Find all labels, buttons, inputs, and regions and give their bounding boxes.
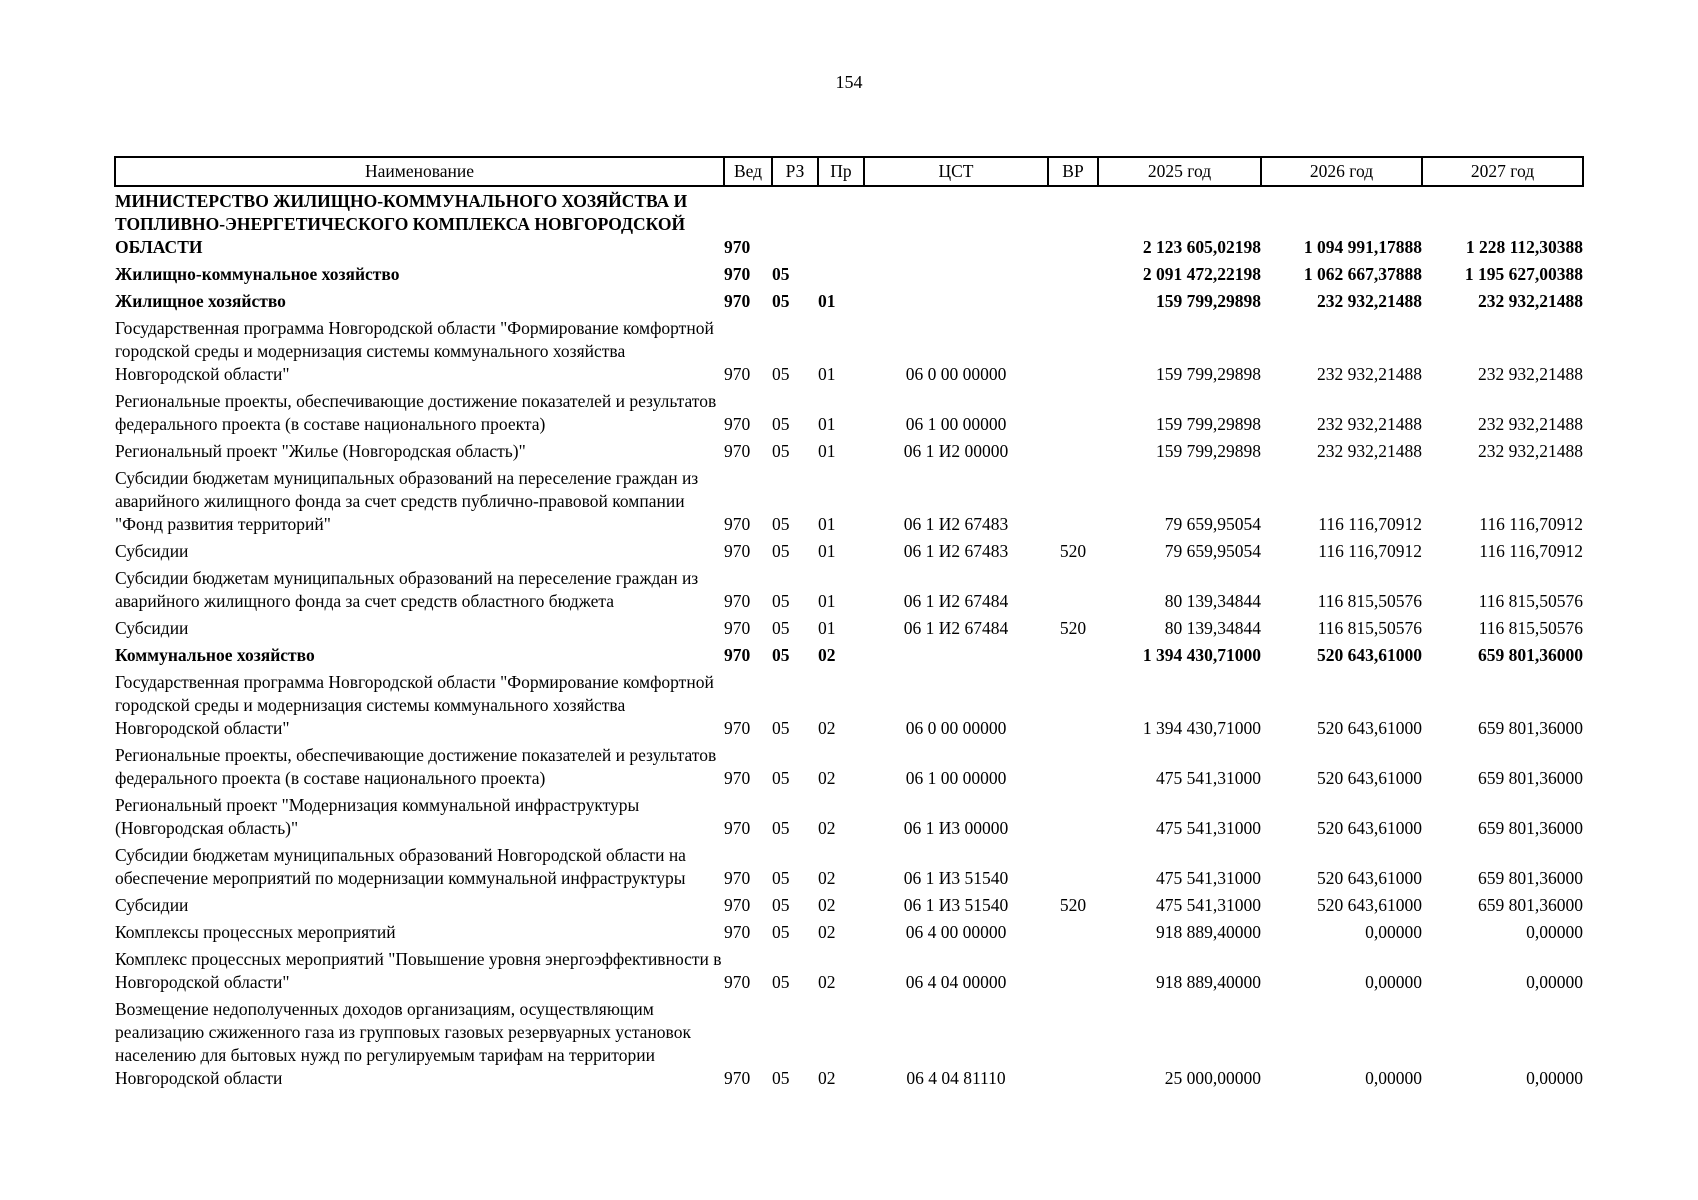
- cell-vr: [1048, 641, 1098, 668]
- cell-2027: 1 195 627,00388: [1464, 264, 1583, 284]
- header-2027: 2027 год: [1422, 157, 1583, 186]
- cell-vr: [1048, 791, 1098, 841]
- cell-cst: [864, 186, 1048, 260]
- cell-2027: 116 116,70912: [1479, 514, 1583, 534]
- cell-pr: 02: [818, 868, 836, 888]
- cell-pr: 02: [818, 768, 836, 788]
- cell-ved: 970: [724, 618, 751, 638]
- cell-2025: 25 000,00000: [1164, 1068, 1261, 1088]
- cell-2026: 116 116,70912: [1318, 514, 1422, 534]
- cell-vr: [1048, 186, 1098, 260]
- cell-2026: 520 643,61000: [1317, 645, 1422, 665]
- cell-pr: 01: [818, 291, 836, 311]
- cell-pr: 02: [818, 895, 836, 915]
- cell-2026: 0,00000: [1365, 972, 1422, 992]
- cell-vr: [1048, 564, 1098, 614]
- cell-2025: 159 799,29898: [1156, 291, 1261, 311]
- cell-2027: 659 801,36000: [1478, 768, 1583, 788]
- cell-vr: [1048, 260, 1098, 287]
- cell-ved: 970: [724, 237, 751, 257]
- cell-2027: 659 801,36000: [1478, 718, 1583, 738]
- cell-2026: 116 815,50576: [1317, 591, 1422, 611]
- cell-cst: 06 0 00 00000: [905, 718, 1007, 738]
- cell-rz: 05: [772, 514, 790, 534]
- cell-name: Региональные проекты, обеспечивающие достижение показателей и результатов федерального проекта (в составе национального проекта): [115, 391, 717, 434]
- cell-2025: 918 889,40000: [1156, 922, 1261, 942]
- table-row: [115, 841, 1583, 891]
- cell-ved: 970: [724, 922, 751, 942]
- cell-2026: 232 932,21488: [1317, 291, 1422, 311]
- table-row: [115, 287, 1583, 314]
- cell-rz: 05: [772, 291, 790, 311]
- cell-cst: 06 1 И3 51540: [903, 868, 1009, 888]
- table-row: [115, 564, 1583, 614]
- cell-2027: 116 815,50576: [1478, 591, 1583, 611]
- table-header-row: [115, 157, 1583, 186]
- cell-name: Возмещение недополученных доходов организациям, осуществляющим реализацию сжиженного газа из групповых газовых резервуарных установок населению для бытовых нужд по регулируемым тарифам на территории Новгородской области: [115, 999, 691, 1088]
- cell-ved: 970: [724, 414, 751, 434]
- cell-2027: 0,00000: [1526, 972, 1583, 992]
- table-row: [115, 641, 1583, 668]
- cell-rz: 05: [772, 768, 790, 788]
- cell-2027: 659 801,36000: [1478, 895, 1583, 915]
- cell-rz: 05: [772, 818, 790, 838]
- cell-name: МИНИСТЕРСТВО ЖИЛИЩНО-КОММУНАЛЬНОГО ХОЗЯЙСТВА И ТОПЛИВНО-ЭНЕРГЕТИЧЕСКОГО КОМПЛЕКСА НОВГОРОДСКОЙ ОБЛАСТИ: [115, 191, 688, 257]
- cell-2027: 659 801,36000: [1478, 818, 1583, 838]
- cell-2025: 918 889,40000: [1156, 972, 1261, 992]
- cell-cst: 06 4 04 00000: [905, 972, 1007, 992]
- cell-2026: 232 932,21488: [1317, 364, 1422, 384]
- cell-2025: 2 123 605,02198: [1142, 237, 1261, 257]
- cell-2027: 232 932,21488: [1478, 414, 1583, 434]
- cell-pr: 01: [818, 618, 836, 638]
- cell-2027: 116 116,70912: [1479, 541, 1583, 561]
- cell-2025: 1 394 430,71000: [1142, 645, 1261, 665]
- cell-2025: 475 541,31000: [1156, 868, 1261, 888]
- cell-2026: 1 094 991,17888: [1303, 237, 1422, 257]
- cell-2027: 1 228 112,30388: [1465, 237, 1583, 257]
- cell-name: Жилищно-коммунальное хозяйство: [115, 264, 400, 284]
- cell-vr: [1048, 314, 1098, 387]
- cell-2026: 520 643,61000: [1317, 868, 1422, 888]
- cell-ved: 970: [724, 818, 751, 838]
- cell-ved: 970: [724, 768, 751, 788]
- cell-2025: 79 659,95054: [1164, 514, 1261, 534]
- cell-pr: 02: [818, 718, 836, 738]
- cell-ved: 970: [724, 645, 751, 665]
- cell-vr: 520: [1059, 618, 1087, 638]
- cell-name: Региональный проект "Модернизация коммунальной инфраструктуры (Новгородская область)": [115, 795, 640, 838]
- cell-2026: 520 643,61000: [1317, 895, 1422, 915]
- cell-rz: 05: [772, 618, 790, 638]
- cell-rz: 05: [772, 972, 790, 992]
- cell-2025: 159 799,29898: [1156, 441, 1261, 461]
- cell-pr: [818, 186, 864, 260]
- cell-2026: 520 643,61000: [1317, 718, 1422, 738]
- cell-2027: 116 815,50576: [1478, 618, 1583, 638]
- cell-2026: 0,00000: [1365, 922, 1422, 942]
- cell-cst: 06 4 04 81110: [906, 1068, 1006, 1088]
- cell-vr: [1048, 464, 1098, 537]
- cell-vr: [1048, 841, 1098, 891]
- cell-cst: 06 1 И2 67483: [903, 514, 1009, 534]
- cell-ved: 970: [724, 441, 751, 461]
- cell-cst: 06 1 И2 67483: [903, 541, 1009, 561]
- cell-pr: 01: [818, 591, 836, 611]
- cell-2026: 520 643,61000: [1317, 818, 1422, 838]
- cell-2026: 116 815,50576: [1317, 618, 1422, 638]
- cell-rz: 05: [772, 895, 790, 915]
- header-cst: ЦСТ: [864, 157, 1048, 186]
- cell-cst: [864, 641, 1048, 668]
- cell-2027: 0,00000: [1526, 1068, 1583, 1088]
- cell-2026: 520 643,61000: [1317, 768, 1422, 788]
- cell-rz: 05: [772, 645, 790, 665]
- cell-2025: 159 799,29898: [1156, 364, 1261, 384]
- cell-2026: 116 116,70912: [1318, 541, 1422, 561]
- table-row: [115, 186, 1583, 260]
- header-2026: 2026 год: [1261, 157, 1422, 186]
- cell-ved: 970: [724, 514, 751, 534]
- cell-2025: 79 659,95054: [1164, 541, 1261, 561]
- table-row: [115, 791, 1583, 841]
- cell-cst: 06 1 И2 67484: [903, 618, 1009, 638]
- cell-cst: 06 4 00 00000: [905, 922, 1007, 942]
- cell-pr: 01: [818, 541, 836, 561]
- cell-name: Субсидии: [115, 895, 189, 915]
- cell-cst: 06 1 00 00000: [905, 414, 1007, 434]
- cell-pr: 02: [818, 1068, 836, 1088]
- cell-2027: 232 932,21488: [1478, 441, 1583, 461]
- cell-name: Субсидии: [115, 618, 189, 638]
- cell-rz: 05: [772, 1068, 790, 1088]
- cell-cst: 06 1 И2 00000: [903, 441, 1009, 461]
- cell-vr: [1048, 437, 1098, 464]
- cell-name: Субсидии бюджетам муниципальных образований Новгородской области на обеспечение мероприятий по модернизации коммунальной инфраструктуры: [115, 845, 686, 888]
- table-row: [115, 741, 1583, 791]
- cell-rz: 05: [772, 922, 790, 942]
- cell-rz: 05: [772, 718, 790, 738]
- cell-2026: 232 932,21488: [1317, 441, 1422, 461]
- cell-ved: 970: [724, 364, 751, 384]
- cell-2025: 475 541,31000: [1156, 895, 1261, 915]
- table-body: [115, 186, 1583, 1091]
- cell-vr: [1048, 668, 1098, 741]
- cell-name: Жилищное хозяйство: [115, 291, 286, 311]
- table-row: [115, 668, 1583, 741]
- cell-ved: 970: [724, 264, 751, 284]
- cell-pr: 02: [818, 645, 836, 665]
- cell-ved: 970: [724, 591, 751, 611]
- table-row: [115, 464, 1583, 537]
- cell-vr: [1048, 995, 1098, 1091]
- cell-rz: [772, 186, 818, 260]
- header-pr: Пр: [818, 157, 864, 186]
- cell-2025: 475 541,31000: [1156, 768, 1261, 788]
- table-row: [115, 437, 1583, 464]
- cell-rz: 05: [772, 364, 790, 384]
- cell-cst: 06 0 00 00000: [905, 364, 1007, 384]
- cell-2025: 1 394 430,71000: [1142, 718, 1261, 738]
- cell-name: Государственная программа Новгородской области "Формирование комфортной городской среды и модернизация системы коммунального хозяйства Новгородской области": [115, 318, 714, 384]
- cell-name: Субсидии бюджетам муниципальных образований на переселение граждан из аварийного жилищного фонда за счет средств публично-правовой компании "Фонд развития территорий": [115, 468, 699, 534]
- cell-rz: 05: [772, 868, 790, 888]
- cell-ved: 970: [724, 1068, 751, 1088]
- cell-name: Комплекс процессных мероприятий "Повышение уровня энергоэффективности в Новгородской области": [115, 949, 722, 992]
- cell-pr: 01: [818, 441, 836, 461]
- page-number: 154: [835, 72, 863, 92]
- cell-vr: [1048, 287, 1098, 314]
- cell-2026: 0,00000: [1365, 1068, 1422, 1088]
- cell-cst: 06 1 00 00000: [905, 768, 1007, 788]
- cell-cst: [864, 287, 1048, 314]
- cell-2027: 232 932,21488: [1478, 291, 1583, 311]
- cell-vr: [1048, 918, 1098, 945]
- cell-name: Региональный проект "Жилье (Новгородская область)": [115, 441, 526, 461]
- cell-2025: 475 541,31000: [1156, 818, 1261, 838]
- cell-rz: 05: [772, 414, 790, 434]
- cell-vr: [1048, 741, 1098, 791]
- table-row: [115, 995, 1583, 1091]
- cell-vr: 520: [1059, 541, 1087, 561]
- cell-rz: 05: [772, 264, 790, 284]
- cell-cst: 06 1 И3 51540: [903, 895, 1009, 915]
- cell-name: Субсидии: [115, 541, 189, 561]
- cell-ved: 970: [724, 972, 751, 992]
- cell-2026: 232 932,21488: [1317, 414, 1422, 434]
- cell-name: Государственная программа Новгородской области "Формирование комфортной городской среды и модернизация системы коммунального хозяйства Новгородской области": [115, 672, 714, 738]
- cell-ved: 970: [724, 291, 751, 311]
- cell-cst: 06 1 И2 67484: [903, 591, 1009, 611]
- cell-vr: 520: [1059, 895, 1087, 915]
- cell-2026: 1 062 667,37888: [1303, 264, 1422, 284]
- cell-2027: 0,00000: [1526, 922, 1583, 942]
- table-row: [115, 891, 1583, 918]
- cell-cst: 06 1 И3 00000: [903, 818, 1009, 838]
- table-row: [115, 945, 1583, 995]
- cell-ved: 970: [724, 895, 751, 915]
- budget-table: [114, 156, 1584, 1091]
- cell-pr: [818, 260, 864, 287]
- cell-pr: 01: [818, 364, 836, 384]
- table-row: [115, 260, 1583, 287]
- header-rz: РЗ: [772, 157, 818, 186]
- cell-rz: 05: [772, 591, 790, 611]
- table-row: [115, 387, 1583, 437]
- cell-2027: 659 801,36000: [1478, 645, 1583, 665]
- cell-name: Коммунальное хозяйство: [115, 645, 315, 665]
- cell-2025: 80 139,34844: [1164, 618, 1261, 638]
- table-row: [115, 314, 1583, 387]
- table-row: [115, 537, 1583, 564]
- cell-cst: [864, 260, 1048, 287]
- cell-vr: [1048, 387, 1098, 437]
- cell-vr: [1048, 945, 1098, 995]
- cell-2025: 2 091 472,22198: [1142, 264, 1261, 284]
- cell-pr: 01: [818, 514, 836, 534]
- cell-pr: 02: [818, 818, 836, 838]
- table-row: [115, 918, 1583, 945]
- cell-pr: 02: [818, 922, 836, 942]
- cell-2025: 159 799,29898: [1156, 414, 1261, 434]
- header-ved: Вед: [724, 157, 772, 186]
- table-row: [115, 614, 1583, 641]
- header-vr: ВР: [1048, 157, 1098, 186]
- header-2025: 2025 год: [1098, 157, 1261, 186]
- cell-name: Региональные проекты, обеспечивающие достижение показателей и результатов федерального проекта (в составе национального проекта): [115, 745, 717, 788]
- cell-ved: 970: [724, 868, 751, 888]
- cell-ved: 970: [724, 718, 751, 738]
- cell-2027: 232 932,21488: [1478, 364, 1583, 384]
- cell-pr: 02: [818, 972, 836, 992]
- header-name: Наименование: [115, 157, 724, 186]
- cell-ved: 970: [724, 541, 751, 561]
- cell-2027: 659 801,36000: [1478, 868, 1583, 888]
- cell-rz: 05: [772, 441, 790, 461]
- cell-name: Субсидии бюджетам муниципальных образований на переселение граждан из аварийного жилищного фонда за счет средств областного бюджета: [115, 568, 699, 611]
- cell-2025: 80 139,34844: [1164, 591, 1261, 611]
- cell-name: Комплексы процессных мероприятий: [115, 922, 396, 942]
- cell-pr: 01: [818, 414, 836, 434]
- cell-rz: 05: [772, 541, 790, 561]
